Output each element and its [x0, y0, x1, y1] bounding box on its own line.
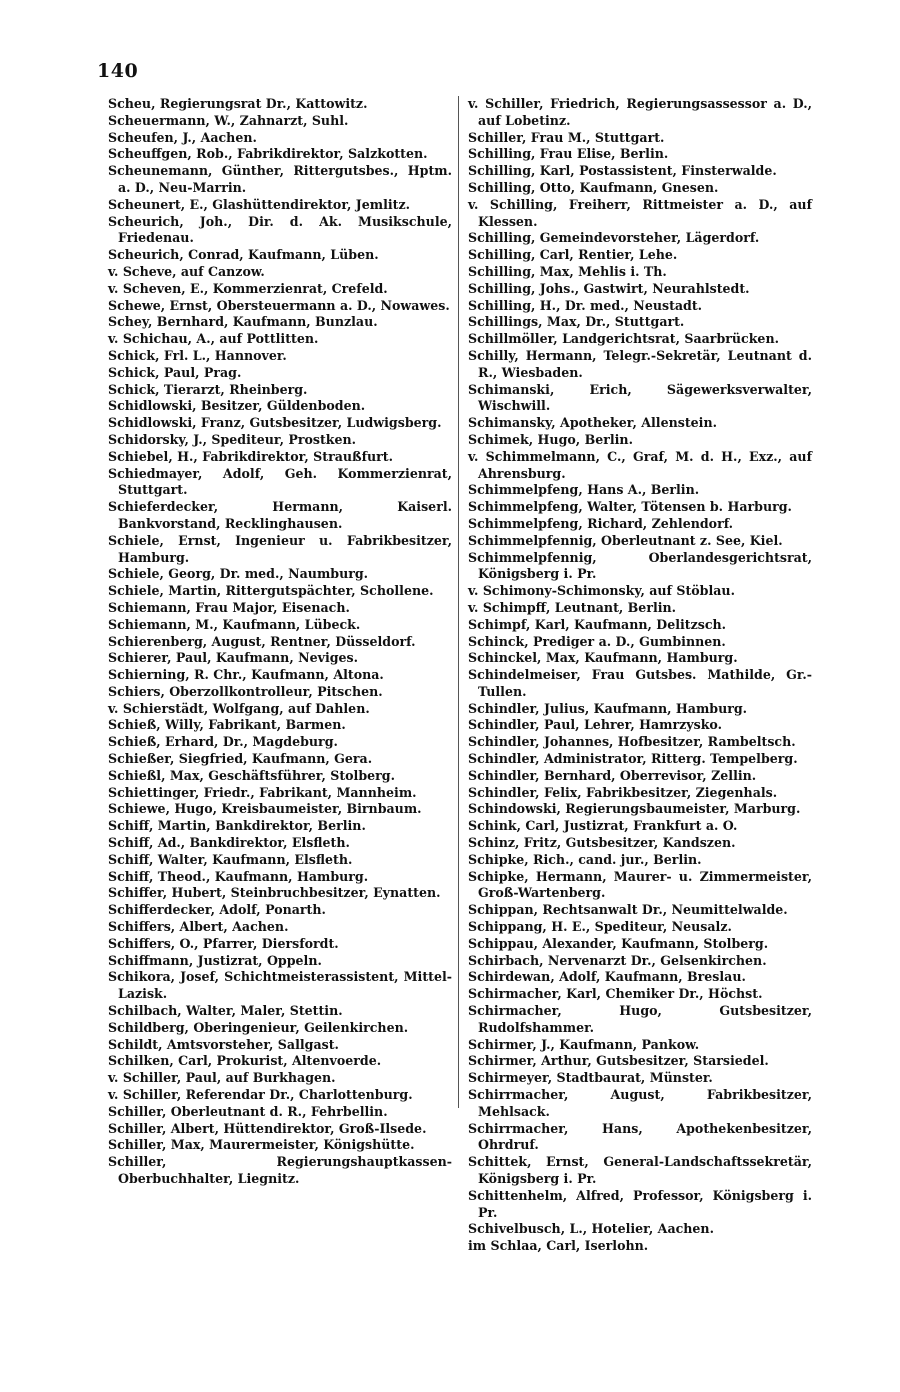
directory-entry: Schirdewan, Adolf, Kaufmann, Breslau. — [468, 969, 746, 985]
directory-entry: Scheuffgen, Rob., Fabrikdirektor, Salzkotten. — [108, 146, 428, 162]
directory-entry: v. Schimmelmann, C., Graf, M. d. H., Exz., auf Ahrensburg. — [468, 448, 812, 481]
directory-entry: Schilling, Carl, Rentier, Lehe. — [468, 247, 678, 263]
directory-entry: Schimpf, Karl, Kaufmann, Delitzsch. — [468, 616, 727, 632]
directory-entry: Schinck, Prediger a. D., Gumbinnen. — [468, 633, 726, 649]
directory-entry: Schick, Paul, Prag. — [108, 364, 242, 380]
directory-entry: Schick, Frl. L., Hannover. — [108, 347, 287, 363]
directory-entry: Schimek, Hugo, Berlin. — [468, 431, 633, 447]
directory-entry: Schiffers, Albert, Aachen. — [108, 919, 289, 935]
directory-entry: Schindler, Julius, Kaufmann, Hamburg. — [468, 700, 748, 716]
directory-entry: v. Schiller, Referendar Dr., Charlottenburg. — [108, 1087, 413, 1103]
right-column — [468, 96, 812, 1255]
directory-entry: Schiller, Albert, Hüttendirektor, Groß-Ilsede. — [108, 1120, 427, 1136]
directory-entry: Schirrmacher, August, Fabrikbesitzer, Mehlsack. — [468, 1087, 812, 1119]
directory-entry: Schiffmann, Justizrat, Oppeln. — [108, 952, 322, 968]
directory-entry: Schimmelpfennig, Oberleutnant z. See, Kiel. — [468, 532, 783, 548]
directory-entry: Schiff, Martin, Bankdirektor, Berlin. — [108, 818, 366, 834]
directory-entry: Schiettinger, Friedr., Fabrikant, Mannheim. — [108, 784, 417, 800]
directory-entry: Schiebel, H., Fabrikdirektor, Straußfurt. — [108, 448, 394, 464]
page-number: 140 — [97, 60, 139, 82]
directory-entry: Schiedmayer, Adolf, Geh. Kommerzienrat, Stuttgart. — [108, 465, 452, 498]
directory-entry: Schiele, Georg, Dr. med., Naumburg. — [108, 566, 369, 582]
directory-entry: Schiff, Ad., Bankdirektor, Elsfleth. — [108, 835, 350, 851]
directory-entry: Schirmacher, Karl, Chemiker Dr., Höchst. — [468, 986, 763, 1002]
directory-entry: Schick, Tierarzt, Rheinberg. — [108, 381, 308, 397]
directory-entry: Schey, Bernhard, Kaufmann, Bunzlau. — [108, 314, 378, 330]
directory-entry: Schiele, Martin, Rittergutspächter, Schollene. — [108, 583, 434, 599]
directory-entry: Schimanski, Erich, Sägewerksverwalter, Wischwill. — [468, 381, 812, 414]
directory-entry: Schilken, Carl, Prokurist, Altenvoerde. — [108, 1053, 382, 1069]
directory-entry: Scheunert, E., Glashüttendirektor, Jemlitz. — [108, 196, 411, 212]
directory-entry: Schivelbusch, L., Hotelier, Aachen. — [468, 1221, 714, 1237]
directory-entry: Schindler, Johannes, Hofbesitzer, Rambeltsch. — [468, 734, 796, 750]
directory-entry: v. Schiller, Friedrich, Regierungsassessor a. D., auf Lobetinz. — [468, 96, 812, 128]
directory-entry: Schippan, Rechtsanwalt Dr., Neumittelwalde. — [468, 902, 788, 918]
directory-entry: Schiller, Frau M., Stuttgart. — [468, 129, 665, 145]
directory-entry: Schiffers, O., Pfarrer, Diersfordt. — [108, 935, 339, 951]
directory-entry: Schieferdecker, Hermann, Kaiserl. Bankvorstand, Recklinghausen. — [108, 499, 452, 531]
directory-entry: Schierenberg, August, Rentner, Düsseldorf. — [108, 633, 416, 649]
directory-entry: Schiemann, Frau Major, Eisenach. — [108, 599, 350, 615]
directory-entry: Scheurich, Conrad, Kaufmann, Lüben. — [108, 247, 379, 263]
directory-entry: v. Schimony-Schimonsky, auf Stöblau. — [468, 583, 735, 599]
directory-entry: Schirmeyer, Stadtbaurat, Münster. — [468, 1070, 713, 1086]
directory-entry: Schießl, Max, Geschäftsführer, Stolberg. — [108, 767, 395, 783]
directory-entry: Schiller, Regierungshauptkassen-Oberbuchhalter, Liegnitz. — [108, 1154, 452, 1186]
directory-entry: Schink, Carl, Justizrat, Frankfurt a. O. — [468, 818, 738, 834]
directory-entry: Schirmer, Arthur, Gutsbesitzer, Starsiedel. — [468, 1053, 769, 1069]
directory-entry: Schindelmeiser, Frau Gutsbes. Mathilde, Gr.-Tullen. — [468, 667, 812, 699]
directory-entry: Schieß, Erhard, Dr., Magdeburg. — [108, 734, 338, 750]
directory-entry: Schilling, Gemeindevorsteher, Lägerdorf. — [468, 230, 760, 246]
directory-entry: Scheufen, J., Aachen. — [108, 129, 257, 145]
directory-entry: Schießer, Siegfried, Kaufmann, Gera. — [108, 751, 373, 767]
directory-entry: Schilling, H., Dr. med., Neustadt. — [468, 297, 703, 313]
directory-entry: Schittek, Ernst, General-Landschaftssekretär, Königsberg i. Pr. — [468, 1154, 812, 1186]
directory-entry: Schirmer, J., Kaufmann, Pankow. — [468, 1036, 700, 1052]
directory-entry: Schindowski, Regierungsbaumeister, Marburg. — [468, 801, 801, 817]
directory-entry: Schimmelpfeng, Richard, Zehlendorf. — [468, 515, 734, 531]
directory-entry: Schipke, Hermann, Maurer- u. Zimmermeister, Groß-Wartenberg. — [468, 868, 812, 901]
directory-entry: Schilling, Otto, Kaufmann, Gnesen. — [468, 179, 719, 195]
directory-entry: Schidlowski, Besitzer, Güldenboden. — [108, 398, 366, 414]
directory-entry: Schiller, Max, Maurermeister, Königshütte. — [108, 1137, 415, 1153]
directory-entry: Schiewe, Hugo, Kreisbaumeister, Birnbaum. — [108, 801, 422, 817]
directory-entry: Schillings, Max, Dr., Stuttgart. — [468, 314, 685, 330]
directory-entry: Schilling, Frau Elise, Berlin. — [468, 146, 669, 162]
directory-entry: Schippang, H. E., Spediteur, Neusalz. — [468, 919, 732, 935]
directory-entry: Schindler, Administrator, Ritterg. Tempelberg. — [468, 751, 798, 767]
directory-entry: v. Schiller, Paul, auf Burkhagen. — [108, 1070, 336, 1086]
directory-entry: Schiers, Oberzollkontrolleur, Pitschen. — [108, 683, 383, 699]
directory-entry: v. Scheve, auf Canzow. — [108, 263, 265, 279]
directory-entry: v. Schierstädt, Wolfgang, auf Dahlen. — [108, 700, 370, 716]
directory-entry: Schierer, Paul, Kaufmann, Neviges. — [108, 650, 359, 666]
directory-entry: Schirmacher, Hugo, Gutsbesitzer, Rudolfshammer. — [468, 1003, 812, 1035]
directory-entry: Schillmöller, Landgerichtsrat, Saarbrücken. — [468, 331, 779, 347]
directory-entry: Schiff, Theod., Kaufmann, Hamburg. — [108, 868, 369, 884]
directory-entry: Schikora, Josef, Schichtmeisterassistent, Mittel-Lazisk. — [108, 969, 452, 1002]
directory-entry: Schilling, Johs., Gastwirt, Neurahlstedt. — [468, 280, 750, 296]
directory-entry: Schieß, Willy, Fabrikant, Barmen. — [108, 717, 346, 733]
directory-entry: Scheurich, Joh., Dir. d. Ak. Musikschule, Friedenau. — [108, 213, 452, 246]
directory-entry: Schimansky, Apotheker, Allenstein. — [468, 415, 717, 431]
directory-entry: Schittenhelm, Alfred, Professor, Königsberg i. Pr. — [468, 1187, 812, 1220]
directory-entry: Schindler, Bernhard, Oberrevisor, Zellin. — [468, 767, 757, 783]
column-divider — [458, 96, 459, 1108]
directory-entry: Schidlowski, Franz, Gutsbesitzer, Ludwigsberg. — [108, 415, 442, 431]
directory-entry: Scheuermann, W., Zahnarzt, Suhl. — [108, 112, 349, 128]
directory-entry: Schindler, Felix, Fabrikbesitzer, Ziegenhals. — [468, 784, 778, 800]
directory-entry: Schippau, Alexander, Kaufmann, Stolberg. — [468, 935, 769, 951]
directory-entry: Schierning, R. Chr., Kaufmann, Altona. — [108, 667, 384, 683]
directory-entry: Schilling, Max, Mehlis i. Th. — [468, 263, 667, 279]
directory-entry: Schidorsky, J., Spediteur, Prostken. — [108, 431, 357, 447]
directory-entry: Schilbach, Walter, Maler, Stettin. — [108, 1003, 343, 1019]
directory-entry: Schimmelpfeng, Walter, Tötensen b. Harburg. — [468, 499, 792, 515]
directory-entry: v. Schimpff, Leutnant, Berlin. — [468, 599, 677, 615]
directory-entry: v. Scheven, E., Kommerzienrat, Crefeld. — [108, 280, 388, 296]
directory-entry: Schewe, Ernst, Obersteuermann a. D., Nowawes. — [108, 297, 450, 313]
directory-entry: Schimmelpfeng, Hans A., Berlin. — [468, 482, 700, 498]
directory-entry: Schipke, Rich., cand. jur., Berlin. — [468, 851, 702, 867]
directory-entry: Schinckel, Max, Kaufmann, Hamburg. — [468, 650, 738, 666]
directory-entry: Scheu, Regierungsrat Dr., Kattowitz. — [108, 96, 368, 111]
directory-entry: Schimmelpfennig, Oberlandesgerichtsrat, Königsberg i. Pr. — [468, 549, 812, 582]
directory-entry: Schildt, Amtsvorsteher, Sallgast. — [108, 1036, 339, 1052]
directory-entry: Schiele, Ernst, Ingenieur u. Fabrikbesitzer, Hamburg. — [108, 532, 452, 565]
directory-entry: Schiller, Oberleutnant d. R., Fehrbellin. — [108, 1103, 388, 1119]
directory-entry: Schiff, Walter, Kaufmann, Elsfleth. — [108, 851, 353, 867]
directory-entry: Schiemann, M., Kaufmann, Lübeck. — [108, 616, 361, 632]
directory-entry: Schiffer, Hubert, Steinbruchbesitzer, Eynatten. — [108, 885, 441, 901]
directory-entry: Schildberg, Oberingenieur, Geilenkirchen. — [108, 1019, 409, 1035]
directory-entry: Schirrmacher, Hans, Apothekenbesitzer, Ohrdruf. — [468, 1120, 812, 1153]
directory-entry: Schindler, Paul, Lehrer, Hamrzysko. — [468, 717, 722, 733]
directory-entry: Schilling, Karl, Postassistent, Finsterwalde. — [468, 163, 777, 179]
directory-entry: Schirbach, Nervenarzt Dr., Gelsenkirchen. — [468, 952, 767, 968]
directory-entry: v. Schichau, A., auf Pottlitten. — [108, 331, 319, 347]
directory-entry: Schinz, Fritz, Gutsbesitzer, Kandszen. — [468, 835, 736, 851]
directory-entry: v. Schilling, Freiherr, Rittmeister a. D., auf Klessen. — [468, 196, 812, 229]
directory-entry: Schifferdecker, Adolf, Ponarth. — [108, 902, 326, 918]
directory-entry: Scheunemann, Günther, Rittergutsbes., Hptm. a. D., Neu-Marrin. — [108, 163, 452, 195]
directory-entry: Schilly, Hermann, Telegr.-Sekretär, Leutnant d. R., Wiesbaden. — [468, 347, 812, 380]
left-column — [108, 96, 452, 1188]
directory-entry: im Schlaa, Carl, Iserlohn. — [468, 1238, 649, 1254]
